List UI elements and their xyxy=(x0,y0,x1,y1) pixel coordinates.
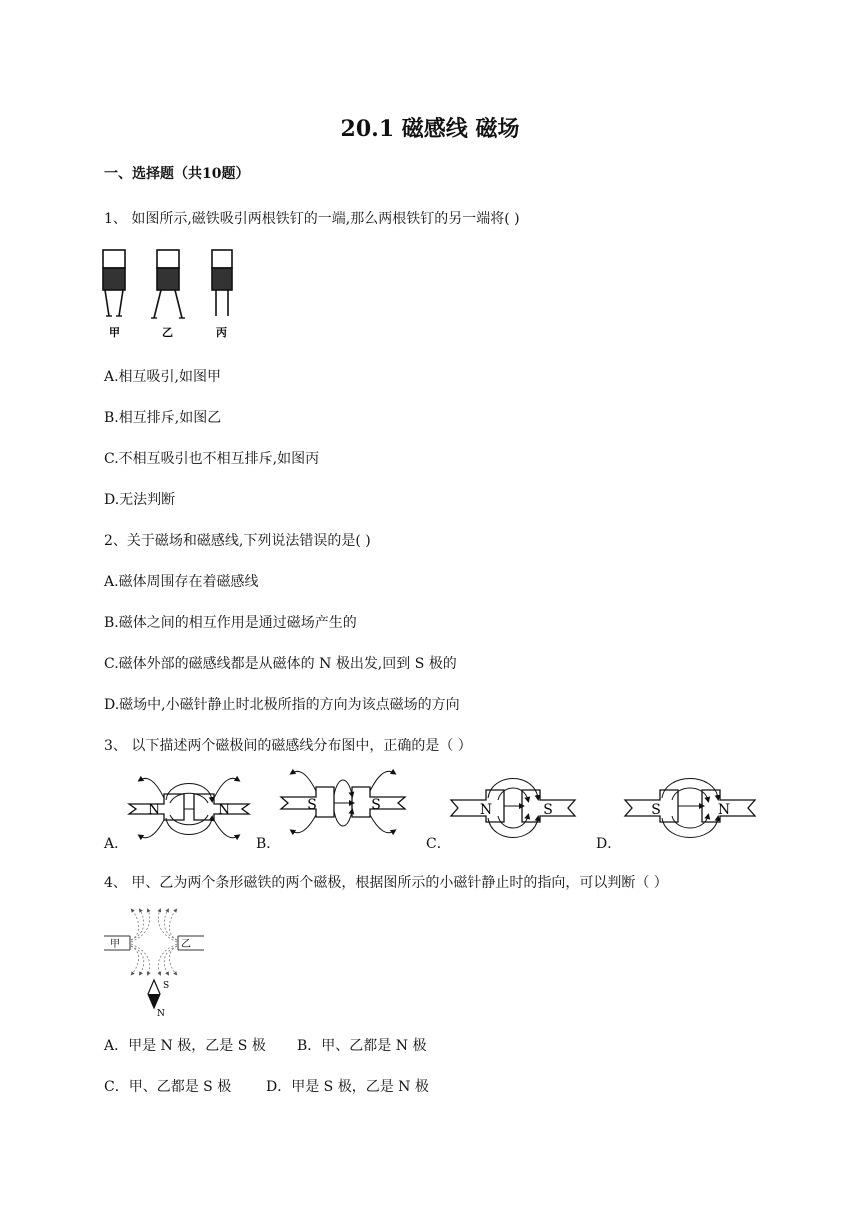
q3-option-c-letter: C． xyxy=(426,836,451,852)
q3-a-right-pole: N xyxy=(217,802,231,818)
q3-a-left-pole: N xyxy=(147,802,161,818)
q1-option-b: B.相互排斥,如图乙 xyxy=(104,410,222,426)
q3-c-left-pole: N xyxy=(479,802,493,818)
q1-option-a: A.相互吸引,如图甲 xyxy=(104,369,222,385)
q3-b-right-pole: S xyxy=(371,797,381,813)
q4-option-b: B．甲、乙都是 N 极 xyxy=(297,1038,427,1054)
q4-option-c: C．甲、乙都是 S 极 xyxy=(104,1079,232,1095)
q3-option-d-letter: D． xyxy=(596,836,622,852)
q4-label-yi: 乙 xyxy=(181,939,191,950)
q4-option-d: D．甲是 S 极，乙是 N 极 xyxy=(266,1079,429,1095)
section-heading: 一、选择题（共10题） xyxy=(104,166,250,182)
q3-figure-c xyxy=(446,770,580,844)
magnet-jia-bar xyxy=(104,936,130,950)
q2-option-b: B.磁体之间的相互作用是通过磁场产生的 xyxy=(104,615,357,631)
question-4-stem: 4、 甲、乙为两个条形磁铁的两个磁极，根据图所示的小磁针静止时的指向，可以判断（ ） xyxy=(104,875,668,891)
q3-figure-d xyxy=(620,770,760,844)
q3-figure-a xyxy=(124,770,254,844)
q3-option-b-letter: B． xyxy=(256,836,281,852)
magnet-yi xyxy=(151,250,185,318)
question-1-stem: 1、 如图所示,磁铁吸引两根铁钉的一端,那么两根铁钉的另一端将( ) xyxy=(104,211,520,227)
q4-option-a: A．甲是 N 极，乙是 S 极 xyxy=(104,1038,266,1054)
q3-d-right-pole: N xyxy=(717,802,731,818)
label-yi: 乙 xyxy=(162,326,173,339)
q2-option-a: A.磁体周围存在着磁感线 xyxy=(104,574,259,590)
q4-label-jia: 甲 xyxy=(110,939,120,950)
q3-c-right-pole: S xyxy=(543,802,553,818)
q1-option-c: C.不相互吸引也不相互排斥,如图丙 xyxy=(104,451,320,467)
magnet-yi-bar xyxy=(178,936,204,950)
question-2-stem: 2、关于磁场和磁感线,下列说法错误的是( ) xyxy=(104,533,371,549)
question-3-stem: 3、 以下描述两个磁极间的磁感线分布图中，正确的是（ ） xyxy=(104,738,472,754)
q2-option-d: D.磁场中,小磁针静止时北极所指的方向为该点磁场的方向 xyxy=(104,697,460,713)
q1-option-d: D.无法判断 xyxy=(104,492,176,508)
label-bing: 丙 xyxy=(216,326,227,339)
magnet-jia xyxy=(103,250,125,316)
label-jia: 甲 xyxy=(109,326,120,339)
q2-option-c: C.磁体外部的磁感线都是从磁体的 N 极出发,回到 S 极的 xyxy=(104,656,457,672)
q3-option-a-letter: A． xyxy=(104,836,129,852)
q4-needle-s: S xyxy=(163,981,170,991)
q3-figure-b xyxy=(276,765,410,839)
compass-needle xyxy=(148,980,169,1018)
q3-d-left-pole: S xyxy=(651,802,661,818)
q3-b-left-pole: S xyxy=(307,797,317,813)
page-title: 20.1 磁感线 磁场 xyxy=(340,116,520,142)
q4-needle-n: N xyxy=(157,1009,165,1018)
q1-figure-nails xyxy=(100,244,240,344)
magnet-bing xyxy=(212,250,232,316)
q4-figure-magnets-needle xyxy=(100,906,210,1018)
